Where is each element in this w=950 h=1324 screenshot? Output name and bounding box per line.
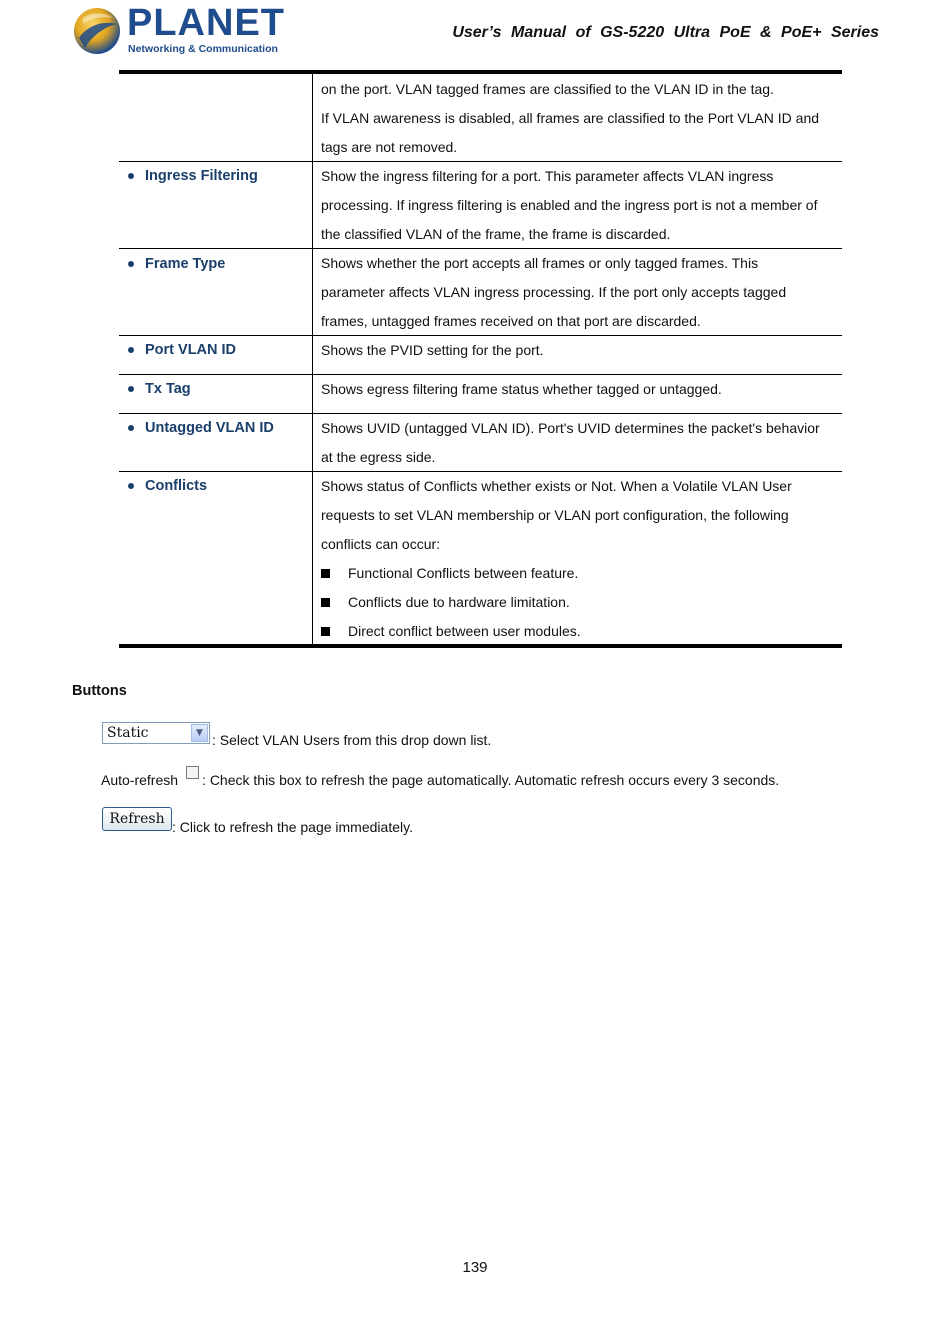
bullet-icon	[128, 347, 134, 353]
buttons-heading: Buttons	[72, 683, 127, 699]
param-description-tx-tag	[321, 375, 836, 404]
refresh-button[interactable]: Refresh	[102, 807, 172, 831]
conflict-item-label: Conflicts due to hardware limitation.	[348, 594, 570, 610]
description-line: conflicts can occur:	[321, 536, 441, 552]
auto-refresh-label: Auto-refresh	[101, 772, 179, 788]
description-line: requests to set VLAN membership or VLAN port configuration, the following	[321, 507, 789, 523]
description-line: If VLAN awareness is disabled, all frames are classified to the Port VLAN ID and	[321, 110, 820, 126]
param-name-conflicts	[128, 478, 207, 494]
refresh-row	[102, 807, 413, 835]
param-name-tx-tag	[128, 381, 191, 397]
conflict-list-item	[321, 617, 836, 646]
select-description-row	[102, 722, 492, 748]
select-description: : Select VLAN Users from this drop down list.	[212, 732, 492, 748]
description-line: the classified VLAN of the frame, the frame is discarded.	[321, 226, 671, 242]
param-description-conflicts	[321, 472, 836, 646]
description-line: at the egress side.	[321, 449, 436, 465]
param-name-label: Untagged VLAN ID	[145, 420, 274, 436]
table-top-rule	[119, 70, 842, 74]
square-bullet-icon	[321, 569, 330, 578]
param-name-label: Ingress Filtering	[145, 168, 258, 184]
square-bullet-icon	[321, 598, 330, 607]
refresh-description: : Click to refresh the page immediately.	[172, 819, 413, 835]
bullet-icon	[128, 483, 134, 489]
logo-wordmark: PLANET	[127, 2, 285, 44]
param-description-ingress-filtering	[321, 162, 836, 249]
description-line: Shows the PVID setting for the port.	[321, 342, 544, 358]
conflict-list-item	[321, 588, 836, 617]
description-line: Shows whether the port accepts all frames or only tagged frames. This	[321, 255, 759, 271]
table-bottom-rule	[119, 644, 842, 648]
param-name-label: Port VLAN ID	[145, 342, 237, 358]
conflict-item-label: Direct conflict between user modules.	[348, 623, 581, 639]
description-line: on the port. VLAN tagged frames are classified to the VLAN ID in the tag.	[321, 81, 774, 97]
description-line: frames, untagged frames received on that port are discarded.	[321, 313, 701, 329]
select-value: Static	[107, 725, 149, 741]
bullet-icon	[128, 386, 134, 392]
description-line: Shows UVID (untagged VLAN ID). Port's UVID determines the packet's behavior	[321, 420, 820, 436]
param-name-frame-type	[128, 256, 225, 272]
conflict-list-item	[321, 559, 836, 588]
chevron-down-icon[interactable]: ▼	[191, 724, 208, 742]
manual-title: User’s Manual of GS-5220 Ultra PoE & PoE+ Series	[452, 24, 879, 41]
square-bullet-icon	[321, 627, 330, 636]
bullet-icon	[128, 261, 134, 267]
param-name-label: Frame Type	[145, 256, 226, 272]
param-description-port-vlan-id	[321, 336, 836, 365]
bullet-icon	[128, 173, 134, 179]
param-name-label: Tx Tag	[145, 381, 191, 397]
planet-logo	[73, 2, 285, 58]
logo-tagline: Networking & Communication	[128, 43, 278, 55]
description-line: Show the ingress filtering for a port. This parameter affects VLAN ingress	[321, 168, 774, 184]
continuation-description	[321, 75, 836, 162]
param-description-frame-type	[321, 249, 836, 336]
auto-refresh-row	[101, 768, 780, 788]
auto-refresh-checkbox[interactable]	[186, 766, 199, 779]
page-number: 139	[462, 1259, 488, 1276]
description-line: Shows status of Conflicts whether exists or Not. When a Volatile VLAN User	[321, 478, 792, 494]
description-line: tags are not removed.	[321, 139, 458, 155]
description-line: processing. If ingress filtering is enabled and the ingress port is not a member of	[321, 197, 818, 213]
param-name-ingress-filtering	[128, 168, 258, 184]
description-line: parameter affects VLAN ingress processing. If the port only accepts tagged	[321, 284, 787, 300]
vlan-user-select[interactable]	[102, 722, 210, 744]
bullet-icon	[128, 425, 134, 431]
table-column-divider	[312, 72, 313, 646]
auto-refresh-description: : Check this box to refresh the page automatically. Automatic refresh occurs every 3 seconds.	[202, 772, 780, 788]
param-name-label: Conflicts	[145, 478, 208, 494]
param-name-untagged-vlan-id	[128, 420, 274, 436]
param-name-port-vlan-id	[128, 342, 236, 358]
param-description-untagged-vlan-id	[321, 414, 836, 472]
conflict-item-label: Functional Conflicts between feature.	[348, 565, 579, 581]
description-line: Shows egress filtering frame status whether tagged or untagged.	[321, 381, 722, 397]
